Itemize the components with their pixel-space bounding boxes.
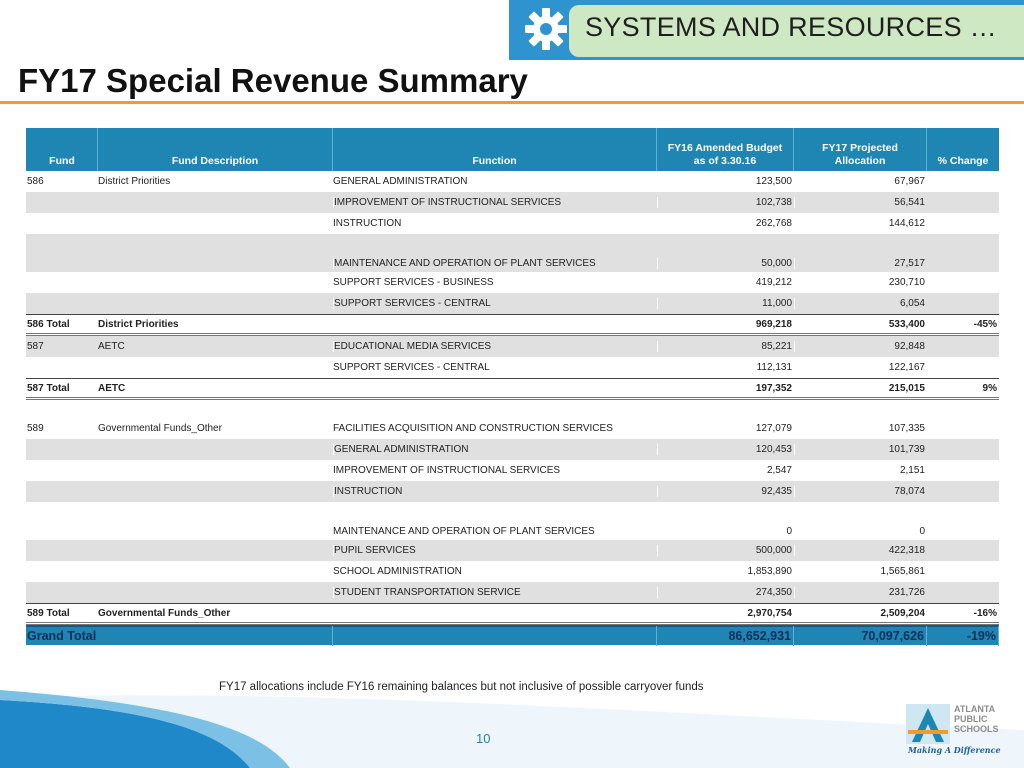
fund-cell: 586 (27, 176, 44, 187)
fy17-allocation-cell: 101,739 (794, 444, 927, 455)
function-cell: GENERAL ADMINISTRATION (333, 176, 468, 187)
fy16-budget-cell: 197,352 (755, 382, 792, 394)
fy17-allocation-cell: 27,517 (794, 258, 927, 269)
fy16-budget-cell: 112,131 (756, 362, 792, 373)
fy16-budget-cell: 419,212 (755, 277, 792, 288)
row-spacer (26, 400, 999, 418)
fy16-budget-cell: 262,768 (755, 218, 792, 229)
fy17-allocation-cell: 56,541 (794, 197, 927, 208)
table-row (26, 582, 999, 603)
fy17-allocation-cell: 231,726 (794, 587, 927, 598)
fy16-budget-cell: 274,350 (657, 587, 794, 598)
table-row (26, 357, 999, 378)
header-fund: Fund (26, 128, 98, 171)
header-fy17-allocation: FY17 Projected Allocation (794, 128, 927, 171)
fy17-allocation-cell: 92,848 (794, 341, 927, 352)
table-row (26, 439, 999, 460)
logo-a-icon (906, 704, 950, 744)
section-banner (509, 0, 1024, 60)
table-row (26, 460, 999, 481)
fund-description-cell: AETC (98, 382, 126, 394)
fy17-allocation-cell: 533,400 (888, 318, 925, 330)
fy17-allocation-cell: 2,151 (899, 465, 925, 476)
fy17-allocation-cell: 2,509,204 (880, 607, 925, 619)
fund-cell: 589 (27, 423, 44, 434)
function-cell: MAINTENANCE AND OPERATION OF PLANT SERVICES (333, 258, 657, 269)
function-cell: STUDENT TRANSPORTATION SERVICE (333, 587, 657, 598)
fund-description-cell: AETC (98, 341, 125, 352)
grand-total-change: -19% (927, 626, 999, 646)
table-row (26, 272, 999, 293)
percent-change-cell: 9% (982, 382, 997, 394)
function-cell: EDUCATIONAL MEDIA SERVICES (333, 341, 657, 352)
header-fy16-budget: FY16 Amended Budget as of 3.30.16 (657, 128, 794, 171)
footnote: FY17 allocations include FY16 remaining balances but not inclusive of possible carryover funds (219, 681, 704, 693)
function-cell: PUPIL SERVICES (333, 545, 657, 556)
grand-total-function (333, 626, 657, 646)
header-percent-change: % Change (937, 155, 989, 168)
grand-total-fy17: 70,097,626 (794, 626, 927, 646)
fy17-allocation-cell: 1,565,861 (880, 566, 925, 577)
fy16-budget-cell: 102,738 (657, 197, 794, 208)
logo-name: ATLANTA PUBLIC SCHOOLS (954, 704, 999, 734)
fund-description-cell: District Priorities (98, 176, 171, 187)
fy16-budget-cell: 2,547 (766, 465, 792, 476)
table-row (26, 171, 999, 192)
table-row (26, 293, 999, 314)
fy16-budget-cell: 0 (786, 526, 792, 537)
grand-total-fy16: 86,652,931 (657, 626, 794, 646)
table-row (26, 481, 999, 502)
fund-description-cell: District Priorities (98, 318, 179, 330)
fy17-allocation-cell: 6,054 (794, 298, 927, 309)
percent-change-cell: -45% (973, 318, 997, 330)
footer-swoosh (0, 690, 1024, 768)
fy16-budget-cell: 92,435 (657, 486, 794, 497)
fy17-allocation-cell: 215,015 (888, 382, 925, 394)
grand-total-row (26, 625, 999, 645)
fund-total-row (26, 378, 999, 400)
gear-icon (521, 4, 571, 54)
header-function: Function (333, 128, 657, 171)
revenue-summary-table (26, 128, 999, 645)
fy17-allocation-cell: 78,074 (794, 486, 927, 497)
fy16-budget-cell: 969,218 (755, 318, 792, 330)
fy16-budget-cell: 50,000 (657, 258, 794, 269)
function-cell: GENERAL ADMINISTRATION (333, 444, 657, 455)
table-row (26, 418, 999, 439)
fund-total-row (26, 603, 999, 625)
page-title: FY17 Special Revenue Summary (18, 62, 528, 99)
grand-total-label: Grand Total (26, 626, 333, 646)
title-divider (0, 101, 1024, 104)
fy17-allocation-cell: 230,710 (888, 277, 925, 288)
table-row (26, 336, 999, 357)
table-row (26, 540, 999, 561)
fy16-budget-cell: 123,500 (755, 176, 792, 187)
table-row (26, 192, 999, 213)
function-cell: INSTRUCTION (333, 486, 657, 497)
percent-change-cell: -16% (973, 607, 997, 619)
fund-cell: 587 (27, 341, 44, 352)
logo-tagline: Making A Difference (908, 745, 1001, 755)
fy17-allocation-cell: 0 (919, 526, 925, 537)
fy16-budget-cell: 2,970,754 (747, 607, 792, 619)
fund-cell: 589 Total (27, 607, 70, 619)
fy16-budget-cell: 1,853,890 (747, 566, 792, 577)
header-fund-description: Fund Description (98, 128, 333, 171)
fy16-budget-cell: 120,453 (657, 444, 794, 455)
table-header (26, 128, 999, 171)
fy17-allocation-cell: 67,967 (894, 176, 925, 187)
page-number: 10 (476, 731, 491, 746)
function-cell: IMPROVEMENT OF INSTRUCTIONAL SERVICES (333, 197, 657, 208)
function-cell: SUPPORT SERVICES - BUSINESS (333, 277, 494, 288)
table-row (26, 502, 999, 540)
fund-cell: 587 Total (27, 382, 70, 394)
banner-title: SYSTEMS AND RESOURCES … (585, 12, 997, 42)
table-row (26, 213, 999, 234)
fy16-budget-cell: 127,079 (755, 423, 792, 434)
function-cell: SUPPORT SERVICES - CENTRAL (333, 362, 490, 373)
fund-total-row (26, 314, 999, 336)
function-cell: FACILITIES ACQUISITION AND CONSTRUCTION SERVICES (333, 423, 613, 434)
table-row (26, 561, 999, 582)
fund-description-cell: Governmental Funds_Other (98, 423, 222, 434)
table-body (26, 171, 999, 625)
fy17-allocation-cell: 122,167 (888, 362, 925, 373)
fy16-budget-cell: 85,221 (657, 341, 794, 352)
function-cell: SCHOOL ADMINISTRATION (333, 566, 462, 577)
fy17-allocation-cell: 422,318 (794, 545, 927, 556)
fy16-budget-cell: 11,000 (657, 298, 794, 309)
function-cell: INSTRUCTION (333, 218, 402, 229)
function-cell: MAINTENANCE AND OPERATION OF PLANT SERVICES (333, 526, 595, 537)
fy17-allocation-cell: 144,612 (888, 218, 925, 229)
fund-description-cell: Governmental Funds_Other (98, 607, 231, 619)
function-cell: IMPROVEMENT OF INSTRUCTIONAL SERVICES (333, 465, 561, 476)
fy17-allocation-cell: 107,335 (888, 423, 925, 434)
atlanta-public-schools-logo (904, 702, 1016, 758)
function-cell: SUPPORT SERVICES - CENTRAL (333, 298, 657, 309)
fy16-budget-cell: 500,000 (657, 545, 794, 556)
fund-cell: 586 Total (27, 318, 70, 330)
table-row (26, 234, 999, 272)
